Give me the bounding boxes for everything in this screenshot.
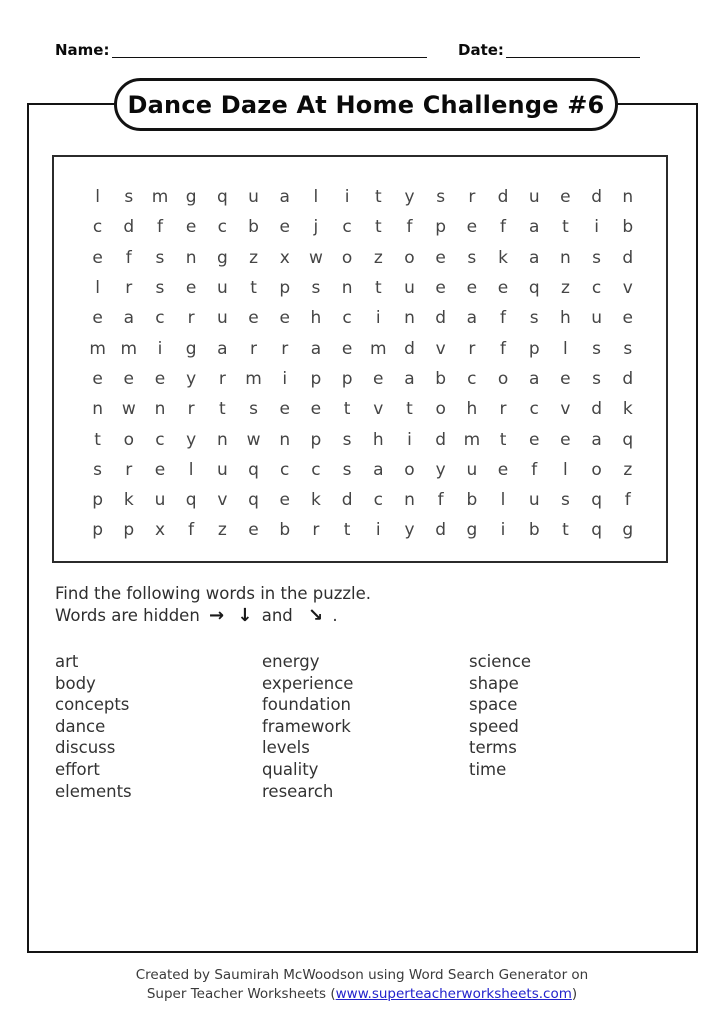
- puzzle-letter: l: [500, 490, 506, 511]
- puzzle-letter: t: [374, 278, 382, 299]
- puzzle-letter: m: [463, 429, 481, 450]
- word-list-item: quality: [262, 759, 319, 779]
- puzzle-letter: c: [529, 399, 539, 420]
- puzzle-letter: u: [466, 459, 478, 480]
- puzzle-letter: d: [622, 368, 634, 389]
- word-list-item: shape: [469, 673, 519, 693]
- puzzle-letter: t: [499, 429, 507, 450]
- puzzle-letter: l: [313, 187, 319, 208]
- puzzle-letter: e: [154, 368, 166, 389]
- puzzle-letter: k: [123, 490, 134, 511]
- puzzle-letter: z: [249, 247, 258, 268]
- puzzle-letter: z: [217, 520, 227, 541]
- puzzle-letter: q: [185, 490, 197, 511]
- puzzle-letter: a: [373, 459, 384, 480]
- puzzle-letter: m: [120, 338, 138, 359]
- date-label: Date:: [458, 41, 504, 59]
- puzzle-letter: e: [92, 308, 103, 329]
- puzzle-letter: s: [124, 187, 134, 208]
- word-list-item: dance: [55, 716, 106, 736]
- puzzle-letter: e: [497, 459, 509, 480]
- puzzle-letter: w: [121, 399, 136, 420]
- puzzle-letter: d: [435, 520, 447, 541]
- puzzle-letter: c: [311, 459, 321, 480]
- puzzle-letter: e: [528, 429, 540, 450]
- puzzle-letter: p: [341, 368, 353, 389]
- puzzle-letter: e: [279, 308, 290, 329]
- puzzle-letter: g: [622, 520, 634, 541]
- puzzle-letter: e: [466, 278, 478, 299]
- puzzle-letter: v: [622, 278, 633, 299]
- puzzle-letter: x: [154, 520, 165, 541]
- puzzle-letter: k: [310, 490, 321, 511]
- puzzle-letter: n: [341, 278, 353, 299]
- puzzle-letter: d: [341, 490, 353, 511]
- puzzle-letter: e: [466, 217, 478, 238]
- puzzle-letter: g: [185, 187, 197, 208]
- puzzle-letter: r: [218, 368, 226, 389]
- word-list-item: art: [55, 652, 79, 671]
- puzzle-letter: n: [560, 247, 571, 268]
- puzzle-letter: m: [151, 187, 169, 208]
- arrow-diagonal-icon: ↘: [308, 605, 324, 626]
- puzzle-letter: h: [560, 308, 571, 329]
- puzzle-letter: r: [281, 338, 289, 359]
- puzzle-letter: e: [185, 217, 197, 238]
- puzzle-letter: i: [500, 520, 506, 541]
- puzzle-letter: e: [341, 338, 353, 359]
- puzzle-letter: m: [245, 368, 262, 389]
- puzzle-letter: a: [217, 338, 228, 359]
- puzzle-letter: t: [343, 520, 351, 541]
- puzzle-letter: f: [531, 459, 538, 480]
- puzzle-letter: b: [435, 368, 447, 389]
- puzzle-letter: u: [216, 278, 228, 299]
- date-field-line: [506, 41, 640, 58]
- puzzle-letter: l: [563, 338, 568, 359]
- puzzle-letter: h: [466, 399, 478, 420]
- puzzle-letter: e: [373, 368, 384, 389]
- puzzle-letter: s: [436, 187, 446, 208]
- puzzle-letter: k: [498, 247, 508, 268]
- puzzle-letter: s: [467, 247, 477, 268]
- puzzle-letter: r: [468, 338, 476, 359]
- puzzle-letter: e: [248, 308, 259, 329]
- puzzle-letter: o: [341, 247, 353, 268]
- word-column: [262, 651, 469, 802]
- word-list-item: elements: [55, 781, 132, 801]
- puzzle-letter: a: [529, 217, 540, 238]
- and-label: and: [261, 606, 293, 625]
- puzzle-letter: t: [374, 217, 382, 238]
- puzzle-letter: o: [497, 368, 509, 389]
- arrow-down-icon: ↓: [237, 605, 253, 626]
- puzzle-letter: i: [407, 429, 412, 450]
- puzzle-letter: c: [342, 308, 352, 329]
- puzzle-letter: s: [592, 368, 602, 389]
- puzzle-letter: p: [92, 520, 103, 541]
- puzzle-letter: l: [95, 187, 100, 208]
- superteacherworksheets-link[interactable]: www.superteacherworksheets.com: [335, 986, 572, 1002]
- puzzle-letter: v: [560, 399, 571, 420]
- puzzle-letter: s: [560, 490, 570, 511]
- word-list-item: research: [262, 781, 334, 801]
- puzzle-letter: i: [375, 520, 381, 541]
- puzzle-letter: o: [404, 459, 415, 480]
- title-pill: [114, 78, 618, 131]
- puzzle-letter: u: [216, 308, 228, 329]
- puzzle-letter: v: [435, 338, 446, 359]
- word-column: [55, 651, 262, 802]
- puzzle-letter: t: [219, 399, 226, 420]
- word-list-item: body: [55, 673, 96, 693]
- puzzle-letter: a: [529, 368, 540, 389]
- puzzle-letter: a: [529, 247, 540, 268]
- puzzle-letter: q: [248, 459, 259, 480]
- puzzle-letter: s: [529, 308, 539, 329]
- puzzle-letter: d: [497, 187, 509, 208]
- word-list-item: speed: [469, 716, 519, 736]
- puzzle-letter: e: [435, 278, 446, 299]
- puzzle-letter: r: [187, 308, 195, 329]
- puzzle-letter: u: [528, 490, 540, 511]
- word-list-item: foundation: [262, 695, 352, 715]
- instructions-line1: Find the following words in the puzzle.: [55, 584, 372, 603]
- puzzle-letter: l: [563, 459, 568, 480]
- puzzle-letter: c: [342, 217, 352, 238]
- puzzle-letter: i: [157, 338, 163, 359]
- puzzle-letter: f: [406, 217, 413, 238]
- puzzle-letter: o: [591, 459, 602, 480]
- puzzle-letter: a: [123, 308, 134, 329]
- puzzle-letter: p: [310, 429, 322, 450]
- puzzle-letter: c: [155, 429, 165, 450]
- arrow-right-icon: →: [209, 605, 225, 626]
- word-list-item: discuss: [55, 738, 116, 758]
- word-list-item: experience: [262, 673, 354, 693]
- word-list-item: energy: [262, 652, 320, 671]
- puzzle-letter: f: [500, 217, 507, 238]
- puzzle-letter: u: [216, 459, 228, 480]
- puzzle-letter: d: [435, 429, 447, 450]
- puzzle-letter: g: [185, 338, 197, 359]
- puzzle-letter: o: [123, 429, 134, 450]
- puzzle-letter: e: [560, 429, 571, 450]
- name-field-line: [112, 41, 427, 58]
- puzzle-letter: s: [623, 338, 633, 359]
- puzzle-letter: q: [591, 520, 602, 541]
- instructions: [55, 583, 371, 627]
- instructions-period: .: [332, 606, 338, 625]
- puzzle-letter: s: [249, 399, 258, 420]
- puzzle-letter: x: [279, 247, 290, 268]
- puzzle-letter: q: [591, 490, 602, 511]
- puzzle-letter: e: [497, 278, 509, 299]
- puzzle-letter: n: [279, 429, 291, 450]
- puzzle-letter: d: [404, 338, 415, 359]
- puzzle-letter: f: [188, 520, 195, 541]
- puzzle-letter: u: [528, 187, 540, 208]
- puzzle-letter: n: [404, 490, 415, 511]
- puzzle-letter: c: [467, 368, 477, 389]
- puzzle-letter: r: [312, 520, 320, 541]
- puzzle-letter: t: [562, 217, 569, 238]
- puzzle-letter: q: [248, 490, 259, 511]
- puzzle-letter: z: [373, 247, 383, 268]
- puzzle-letter: b: [466, 490, 478, 511]
- puzzle-letter: z: [560, 278, 570, 299]
- puzzle-letter: s: [311, 278, 321, 299]
- word-list-item: effort: [55, 759, 100, 779]
- puzzle-letter: e: [123, 368, 135, 389]
- puzzle-letter: c: [591, 278, 602, 299]
- word-list-item: levels: [262, 738, 310, 758]
- puzzle-letter: r: [250, 338, 258, 359]
- puzzle-letter: p: [123, 520, 135, 541]
- puzzle-letter: r: [187, 399, 195, 420]
- puzzle-letter: b: [622, 217, 634, 238]
- puzzle-letter: f: [125, 247, 132, 268]
- puzzle-letter: l: [188, 459, 194, 480]
- puzzle-letter: n: [92, 399, 103, 420]
- puzzle-letter: z: [623, 459, 633, 480]
- puzzle-letter: m: [89, 338, 106, 359]
- puzzle-letter: t: [406, 399, 413, 420]
- puzzle-letter: u: [248, 187, 259, 208]
- word-list-item: space: [469, 695, 518, 715]
- word-list-item: science: [469, 652, 532, 671]
- puzzle-letter: r: [125, 278, 133, 299]
- puzzle-letter: y: [186, 368, 197, 389]
- puzzle-letter: f: [500, 308, 507, 329]
- puzzle-letter: s: [93, 459, 103, 480]
- word-list-item: terms: [469, 738, 517, 758]
- instructions-line2-prefix: Words are hidden: [55, 606, 200, 625]
- footer-line2: [0, 985, 724, 1004]
- puzzle-letter: o: [404, 247, 415, 268]
- puzzle-letter: p: [528, 338, 540, 359]
- puzzle-letter: u: [404, 278, 415, 299]
- word-list-item: framework: [262, 716, 351, 736]
- puzzle-letter: d: [123, 217, 135, 238]
- word-list-item: time: [469, 759, 507, 779]
- puzzle-letter: f: [500, 338, 507, 359]
- puzzle-letter: n: [185, 247, 197, 268]
- puzzle-letter: b: [528, 520, 540, 541]
- puzzle-letter: e: [92, 368, 103, 389]
- puzzle-letter: a: [466, 308, 478, 329]
- puzzle-letter: v: [217, 490, 228, 511]
- puzzle-letter: r: [125, 459, 133, 480]
- puzzle-letter: n: [216, 429, 228, 450]
- puzzle-letter: a: [310, 338, 322, 359]
- word-column: [469, 651, 531, 802]
- puzzle-letter: d: [622, 247, 634, 268]
- puzzle-letter: i: [344, 187, 350, 208]
- footer: [0, 966, 724, 1004]
- puzzle-letter: n: [154, 399, 166, 420]
- puzzle-letter: f: [624, 490, 631, 511]
- puzzle-letter: e: [435, 247, 446, 268]
- puzzle-letter: s: [592, 247, 602, 268]
- puzzle-letter: u: [591, 308, 602, 329]
- puzzle-letter: e: [154, 459, 166, 480]
- puzzle-letter: j: [313, 217, 319, 238]
- puzzle-letter: b: [248, 217, 259, 238]
- puzzle-letter: c: [92, 217, 103, 238]
- puzzle-letter: k: [622, 399, 633, 420]
- puzzle-letter: e: [279, 490, 290, 511]
- puzzle-letter: g: [216, 247, 228, 268]
- puzzle-letter: g: [466, 520, 478, 541]
- puzzle-letter: t: [343, 399, 351, 420]
- puzzle-letter: e: [279, 399, 290, 420]
- puzzle-letter: y: [435, 459, 446, 480]
- word-list-item: concepts: [55, 695, 130, 715]
- letter-grid: [54, 157, 666, 561]
- name-label: Name:: [55, 41, 110, 59]
- puzzle-letter: f: [156, 217, 163, 238]
- puzzle-letter: s: [592, 338, 602, 359]
- puzzle-letter: t: [374, 187, 382, 208]
- footer-line2-prefix: Super Teacher Worksheets (: [146, 986, 336, 1002]
- word-list: [55, 651, 531, 802]
- puzzle-letter: y: [186, 429, 197, 450]
- page-title: Dance Daze At Home Challenge #6: [127, 90, 605, 119]
- puzzle-letter: y: [404, 520, 415, 541]
- puzzle-letter: p: [435, 217, 447, 238]
- puzzle-letter: u: [154, 490, 166, 511]
- puzzle-letter: s: [155, 247, 165, 268]
- puzzle-letter: p: [92, 490, 103, 511]
- puzzle-letter: b: [279, 520, 291, 541]
- puzzle-letter: c: [373, 490, 383, 511]
- puzzle-letter: p: [279, 278, 291, 299]
- footer-line1: Created by Saumirah McWoodson using Word Search Generator on: [135, 967, 589, 983]
- puzzle-letter: r: [468, 187, 476, 208]
- puzzle-letter: q: [528, 278, 540, 299]
- puzzle-letter: e: [560, 368, 571, 389]
- puzzle-letter: d: [591, 187, 602, 208]
- puzzle-letter: v: [373, 399, 384, 420]
- puzzle-letter: e: [279, 217, 290, 238]
- puzzle-letter: p: [310, 368, 322, 389]
- puzzle-letter: y: [404, 187, 415, 208]
- puzzle-letter: e: [185, 278, 197, 299]
- puzzle-letter: f: [437, 490, 444, 511]
- puzzle-letter: s: [342, 459, 352, 480]
- puzzle-letter: c: [155, 308, 165, 329]
- puzzle-letter: s: [155, 278, 165, 299]
- puzzle-letter: a: [404, 368, 415, 389]
- puzzle-letter: t: [562, 520, 569, 541]
- puzzle-letter: d: [435, 308, 447, 329]
- puzzle-letter: a: [591, 429, 602, 450]
- puzzle-letter: m: [370, 338, 387, 359]
- puzzle-letter: a: [279, 187, 290, 208]
- puzzle-letter: n: [622, 187, 634, 208]
- puzzle-letter: c: [280, 459, 290, 480]
- puzzle-letter: q: [622, 429, 634, 450]
- instructions-line2: [55, 605, 371, 627]
- puzzle-letter: i: [282, 368, 288, 389]
- puzzle-letter: e: [248, 520, 259, 541]
- puzzle-letter: o: [435, 399, 446, 420]
- puzzle-letter: t: [250, 278, 257, 299]
- puzzle-letter: t: [94, 429, 101, 450]
- puzzle-letter: n: [404, 308, 415, 329]
- puzzle-letter: r: [499, 399, 507, 420]
- puzzle-letter: w: [246, 429, 261, 450]
- puzzle-letter: c: [217, 217, 228, 238]
- puzzle-letter: l: [95, 278, 100, 299]
- puzzle-letter: s: [342, 429, 352, 450]
- puzzle-letter: e: [92, 247, 103, 268]
- puzzle-grid-box: [52, 155, 668, 563]
- puzzle-letter: i: [375, 308, 381, 329]
- puzzle-letter: q: [216, 187, 228, 208]
- puzzle-letter: h: [310, 308, 322, 329]
- footer-line2-suffix: ): [571, 986, 578, 1002]
- puzzle-letter: d: [591, 399, 602, 420]
- puzzle-letter: e: [622, 308, 634, 329]
- puzzle-letter: w: [308, 247, 323, 268]
- puzzle-letter: i: [594, 217, 599, 238]
- puzzle-letter: e: [560, 187, 571, 208]
- puzzle-letter: h: [372, 429, 384, 450]
- puzzle-letter: e: [310, 399, 322, 420]
